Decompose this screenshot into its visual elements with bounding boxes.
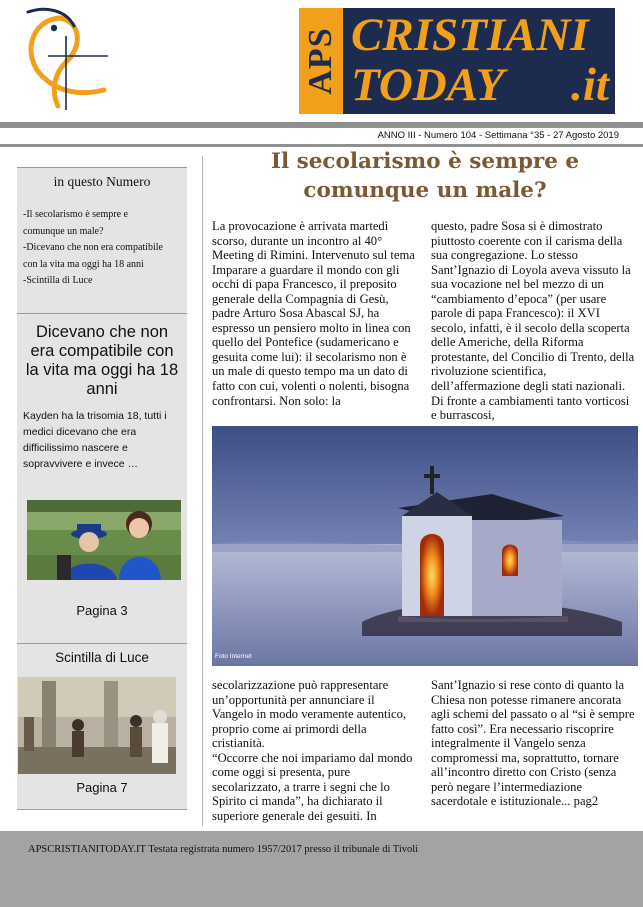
article-column-1: La provocazione è arrivata martedì scorso, durante un incontro al 40° Meeting di Rimini. Intervenuto sul tema Imparare a guardare il mondo con gli occhi di papa Francesco, il preposito generale della Compagnia di Gesù, padre Arturo Sosa Abascal SJ, ha espresso un pensiero molto in linea con quello del Pontefice (sudamericano e gesuita come lui): il secolarismo non è un male di questo tempo ma un dato di fatto con cui, volenti o nolenti, bisogna confrontarsi. Non solo: la — [212, 219, 415, 408]
contents-item[interactable]: comunque un male? — [23, 225, 104, 237]
story-headline[interactable]: Dicevano che non era compatibile con la vita ma oggi ha 18 anni — [25, 323, 179, 398]
column-divider — [202, 156, 203, 826]
photo-credit: Foto Internet — [215, 653, 252, 660]
article-paragraph: secolarizzazione può rappresentare un’opportunità per annunciare il Vangelo in modo veramente autentico, proprio come ai primordi della cristianità. — [212, 678, 407, 751]
masthead-banner — [299, 8, 615, 114]
sidebar-rule — [17, 643, 187, 644]
contents-item[interactable]: -Scintilla di Luce — [23, 275, 93, 286]
contents-item[interactable]: -Dicevano che non era compatibile — [23, 242, 163, 253]
article-column-4: Sant’Ignazio si rese conto di quanto la Chiesa non potesse rimanere ancorata agli schemi del passato o al “si è sempre fatto così”. Era necessario riscoprire integralmente il Vangelo senza compromessi ma, soprattutto, tornare all’incontro diretto con Cristo (senza però negare l’intermediazione sacerdotale e istituzionale... pag2 — [431, 678, 635, 809]
article-photo — [212, 426, 638, 666]
contents-list — [23, 207, 183, 290]
article-column-3 — [212, 678, 417, 823]
sidebar-rule — [17, 313, 187, 314]
header-band — [0, 122, 643, 128]
sidebar-section-title: in questo Numero — [53, 174, 151, 189]
contents-item[interactable]: -Il secolarismo è sempre e — [23, 209, 128, 220]
story-photo-image — [27, 500, 181, 580]
sidebar-rule — [17, 809, 187, 810]
header-band-thin — [0, 144, 643, 147]
article-column-2: questo, padre Sosa si è dimostrato piuttosto coerente con il carisma della sua congregazione. Lo stesso Sant’Ignazio di Loyola aveva vissuto la sua vocazione nel bel mezzo di un “cambiamento d’epoca” (per usare parole di papa Francesco): il XVI secolo, infatti, è il secolo della scoperta delle Americhe, della Riforma protestante, del Concilio di Trento, della rivoluzione scientifica, dell’affermazione degli stati nazionali. Di fronte a cambiamenti tanto vorticosi e burrascosi, — [431, 219, 635, 423]
article-headline: Il secolarismo è sempre e comunque un male? — [270, 149, 580, 203]
page-footer — [0, 831, 643, 907]
story2-photo-image — [18, 677, 176, 774]
story-page-link[interactable]: Pagina 3 — [76, 603, 128, 618]
story2-title[interactable]: Scintilla di Luce — [55, 650, 149, 665]
sidebar-rule — [17, 167, 187, 168]
aps-label: APS — [302, 27, 339, 95]
page-header — [0, 0, 643, 122]
article-paragraph: “Occorre che noi impariamo dal mondo come oggi si presenta, pure secolarizzato, a trarre i segni che lo Spirito ci manda”, ha dichiarato il superiore generale dei gesuiti. In — [212, 750, 413, 823]
masthead-suffix: .it — [571, 59, 609, 111]
issue-info: ANNO III - Numero 104 - Settimana °35 - 27 Agosto 2019 — [377, 130, 619, 141]
contents-item[interactable]: con la vita ma oggi ha 18 anni — [23, 258, 144, 270]
fish-cross-logo — [20, 6, 112, 116]
footer-text: APSCRISTIANITODAY.IT Testata registrata numero 1957/2017 presso il tribunale di Tivoli — [28, 844, 419, 855]
story-excerpt: Kayden ha la trisomia 18, tutti i medici dicevano che era difficilissimo nascere e sopravvivere e invece … — [23, 410, 167, 470]
aps-strip — [299, 8, 343, 114]
story-photo[interactable] — [27, 500, 181, 580]
story2-photo[interactable] — [18, 677, 176, 774]
chapel-photo-image — [212, 426, 638, 666]
masthead-title-line2: TODAY — [351, 59, 505, 111]
story2-page-link[interactable]: Pagina 7 — [76, 780, 128, 795]
masthead-title-line1: CRISTIANI — [351, 9, 589, 61]
